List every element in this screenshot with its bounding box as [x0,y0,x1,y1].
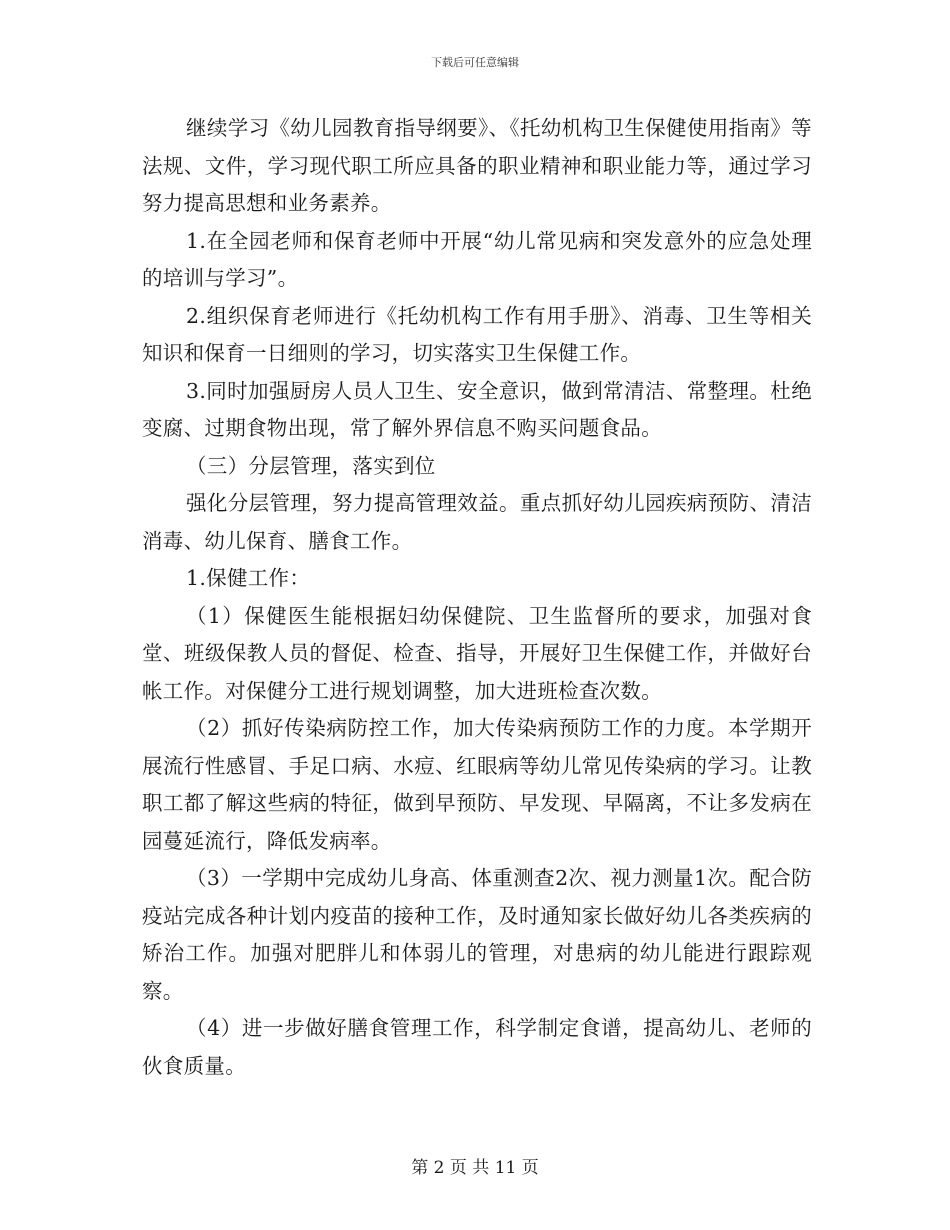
page-number-footer [0,1153,950,1178]
paragraph-health-item-4: （4）进一步做好膳食管理工作，科学制定食谱，提高幼儿、老师的伙食质量。 [142,1016,812,1078]
document-body [142,110,812,1085]
paragraph-item-3-kitchen: 3.同时加强厨房人员人卫生、安全意识，做到常清洁、常整理。杜绝变腐、过期食物出现，常了解外界信息不购买问题食品。 [142,378,812,440]
paragraph-item-2-handbook: 2.组织保育老师进行《托幼机构工作有用手册》、消毒、卫生等相关知识和保育一日细则的学习，切实落实卫生保健工作。 [142,303,812,365]
paragraph-health-item-2: （2）抓好传染病防控工作，加大传染病预防工作的力度。本学期开展流行性感冒、手足口病、水痘、红眼病等幼儿常见传染病的学习。让教职工都了解这些病的特征，做到早预防、早发现、早隔离，不让多发病在园蔓延流行，降低发病率。 [142,716,812,853]
page-number-label: 第 2 页 共 11 页 [411,1158,539,1178]
paragraph-health-item-3: （3）一学期中完成幼儿身高、体重测查2次、视力测量1次。配合防疫站完成各种计划内疫苗的接种工作，及时通知家长做好幼儿各类疾病的矫治工作。加强对肥胖儿和体弱儿的管理，对患病的幼儿能进行跟踪观察。 [142,866,812,1003]
paragraph-health-item-1: （1）保健医生能根据妇幼保健院、卫生监督所的要求，加强对食堂、班级保教人员的督促、检查、指导，开展好卫生保健工作，并做好台帐工作。对保健分工进行规划调整，加大进班检查次数。 [142,603,812,703]
paragraph-study-regulations: 继续学习《幼儿园教育指导纲要》、《托幼机构卫生保健使用指南》等法规、文件，学习现代职工所应具备的职业精神和职业能力等，通过学习努力提高思想和业务素养。 [142,116,812,215]
paragraph-management-efficiency: 强化分层管理，努力提高管理效益。重点抓好幼儿园疾病预防、清洁消毒、幼儿保育、膳食工作。 [142,491,812,553]
subheading-health-work: 1.保健工作： [186,566,311,590]
page-header-note: 下载后可任意编辑 [431,56,519,69]
section-heading-layered-management: （三）分层管理，落实到位 [186,453,436,478]
paragraph-item-1-training: 1.在全园老师和保育老师中开展“幼儿常见病和突发意外的应急处理的培训与学习”。 [142,228,812,290]
